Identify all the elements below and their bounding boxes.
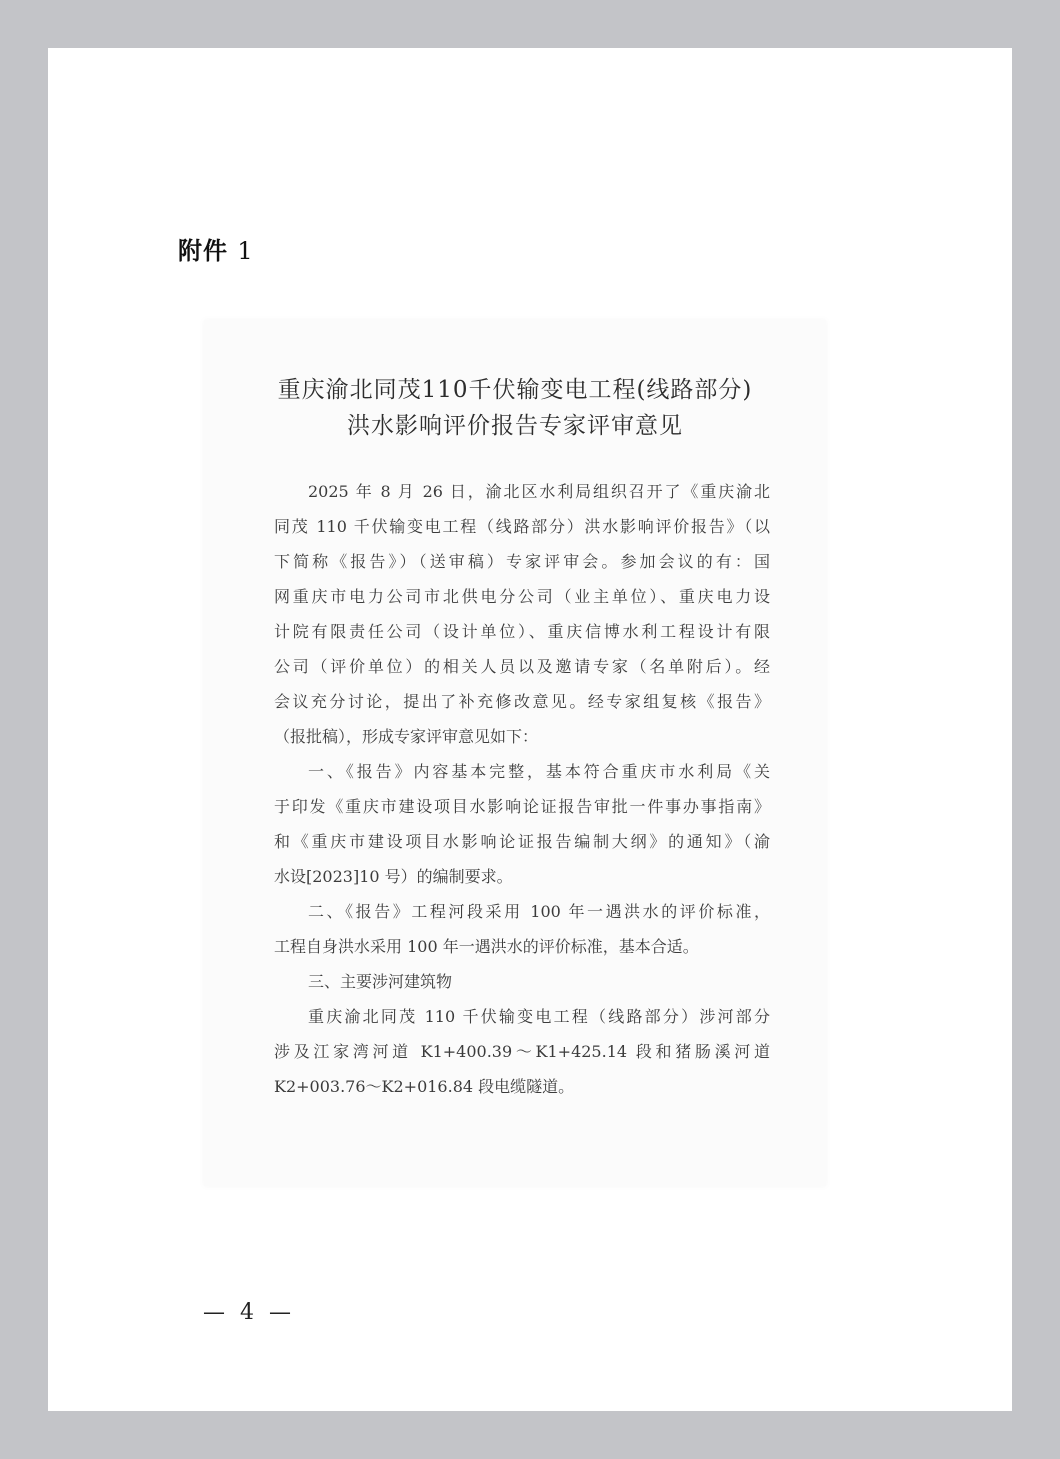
document-title-line-1: 重庆渝北同茂110千伏输变电工程(线路部分) xyxy=(277,377,753,403)
page-number: — 4 — xyxy=(203,1300,295,1325)
document-line: 同茂 110 千伏输变电工程（线路部分）洪水影响评价报告》（以 xyxy=(274,517,770,536)
scanned-document xyxy=(204,320,826,1186)
document-line: 重庆渝北同茂 110 千伏输变电工程（线路部分）涉河部分 xyxy=(308,1007,770,1026)
document-line: 于印发《重庆市建设项目水影响论证报告审批一件事办事指南》 xyxy=(274,797,770,816)
document-line: 下简称《报告》）（送审稿）专家评审会。参加会议的有：国 xyxy=(274,552,770,571)
document-line: 三、主要涉河建筑物 xyxy=(308,972,453,991)
document-title-line-2: 洪水影响评价报告专家评审意见 xyxy=(347,413,683,439)
document-line: 计院有限责任公司（设计单位）、重庆信博水利工程设计有限 xyxy=(274,622,770,641)
document-line: 2025 年 8 月 26 日，渝北区水利局组织召开了《重庆渝北 xyxy=(308,482,770,501)
document-title xyxy=(204,372,826,444)
document-line: 网重庆市电力公司市北供电分公司（业主单位）、重庆电力设 xyxy=(274,587,770,606)
document-body xyxy=(274,474,770,1104)
document-page xyxy=(48,48,1012,1411)
document-line: 水设[2023]10 号）的编制要求。 xyxy=(274,867,513,886)
attachment-label-text: 附件 xyxy=(178,236,228,265)
document-line: 一、《报告》内容基本完整，基本符合重庆市水利局《关 xyxy=(308,762,770,781)
document-line: 和《重庆市建设项目水影响论证报告编制大纲》的通知》（渝 xyxy=(274,832,770,851)
document-line: 会议充分讨论，提出了补充修改意见。经专家组复核《报告》 xyxy=(274,692,770,711)
attachment-number: 1 xyxy=(237,237,254,265)
attachment-label xyxy=(178,231,254,266)
document-line: 公司（评价单位）的相关人员以及邀请专家（名单附后）。经 xyxy=(274,657,770,676)
document-line: 涉及江家湾河道 K1+400.39～K1+425.14 段和猪肠溪河道 xyxy=(274,1042,770,1061)
document-line: （报批稿），形成专家评审意见如下： xyxy=(274,727,539,746)
document-line: K2+003.76～K2+016.84 段电缆隧道。 xyxy=(274,1077,575,1096)
document-line: 工程自身洪水采用 100 年一遇洪水的评价标准，基本合适。 xyxy=(274,937,699,956)
document-line: 二、《报告》工程河段采用 100 年一遇洪水的评价标准， xyxy=(308,902,770,921)
